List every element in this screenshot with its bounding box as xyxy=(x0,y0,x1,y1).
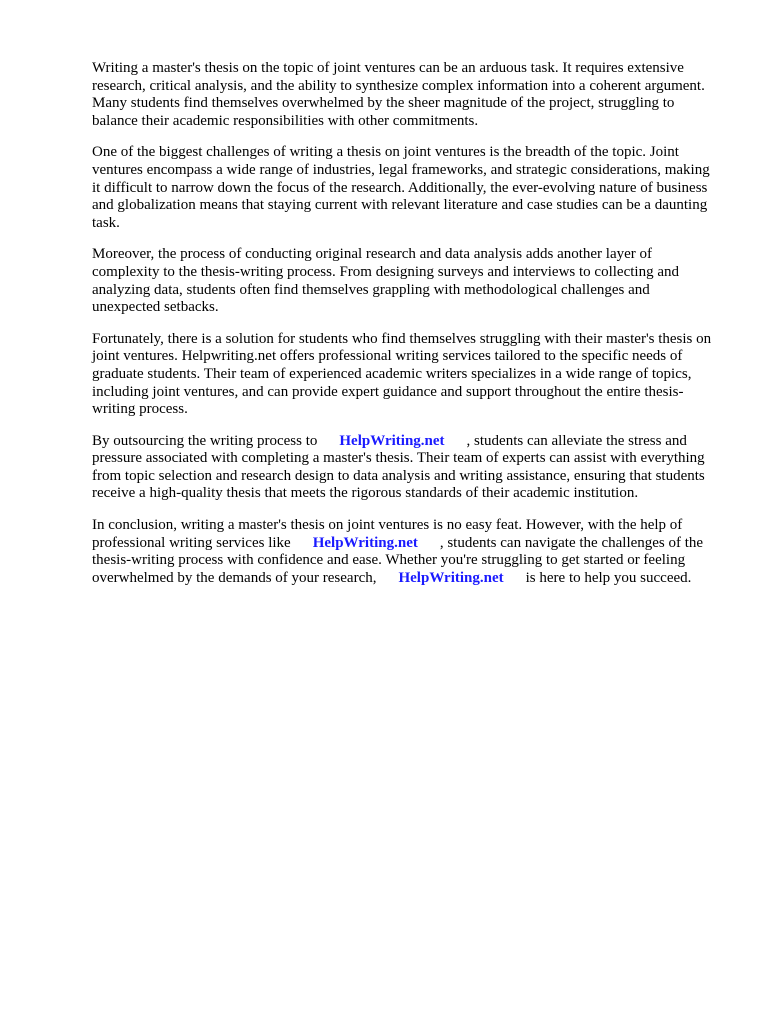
paragraph-6-text-start: In conclusion, writing a master's thesis on joint ventures is no easy feat. However, with the help of professional writing services like xyxy=(92,517,683,551)
paragraph-6-text-end: is here to help you succeed. xyxy=(525,569,692,586)
paragraph-6 xyxy=(92,517,718,587)
paragraph-6-text-middle: , students can navigate the challenges of the thesis-writing process with confidence and ease. Whether you're struggling to get started or feeling overwhelmed by the demands of your research, xyxy=(92,534,704,586)
document-body xyxy=(92,60,718,601)
paragraph-1: Writing a master's thesis on the topic of joint ventures can be an arduous task. It requires extensive research, critical analysis, and the ability to synthesize complex information into a coherent argument. Many students find themselves overwhelmed by the sheer magnitude of the project, struggling to balance their academic responsibilities with other commitments. xyxy=(92,60,705,129)
helpwriting-link[interactable]: HelpWriting.net xyxy=(339,432,445,449)
helpwriting-link[interactable]: HelpWriting.net xyxy=(398,569,504,586)
paragraph-5-text-start: By outsourcing the writing process to xyxy=(92,432,318,449)
helpwriting-link[interactable]: HelpWriting.net xyxy=(312,534,418,551)
paragraph-3: Moreover, the process of conducting original research and data analysis adds another layer of complexity to the thesis-writing process. From designing surveys and interviews to collecting and analyzing data, students often find themselves grappling with methodological challenges and unexpected setbacks. xyxy=(92,246,679,316)
paragraph-4: Fortunately, there is a solution for students who find themselves struggling with their master's thesis on joint ventures. Helpwriting.net offers professional writing services tailored to the specific needs of graduate students. Their team of experienced academic writers specializes in a wide range of topics, including joint ventures, and can provide expert guidance and support throughout the entire thesis-writing process. xyxy=(92,330,712,418)
paragraph-5-text-end: , students can alleviate the stress and pressure associated with completing a master's thesis. Their team of experts can assist with everything from topic selection and research design to data analysis and writing assistance, ensuring that students receive a high-quality thesis that meets the rigorous standards of their academic institution. xyxy=(92,432,705,502)
paragraph-5 xyxy=(92,433,718,503)
paragraph-2: One of the biggest challenges of writing a thesis on joint ventures is the breadth of the topic. Joint ventures encompass a wide range of industries, legal frameworks, and strategic considerations, making it difficult to narrow down the focus of the research. Additionally, the ever-evolving nature of business and globalization means that staying current with relevant literature and case studies can be a daunting task. xyxy=(92,144,710,231)
